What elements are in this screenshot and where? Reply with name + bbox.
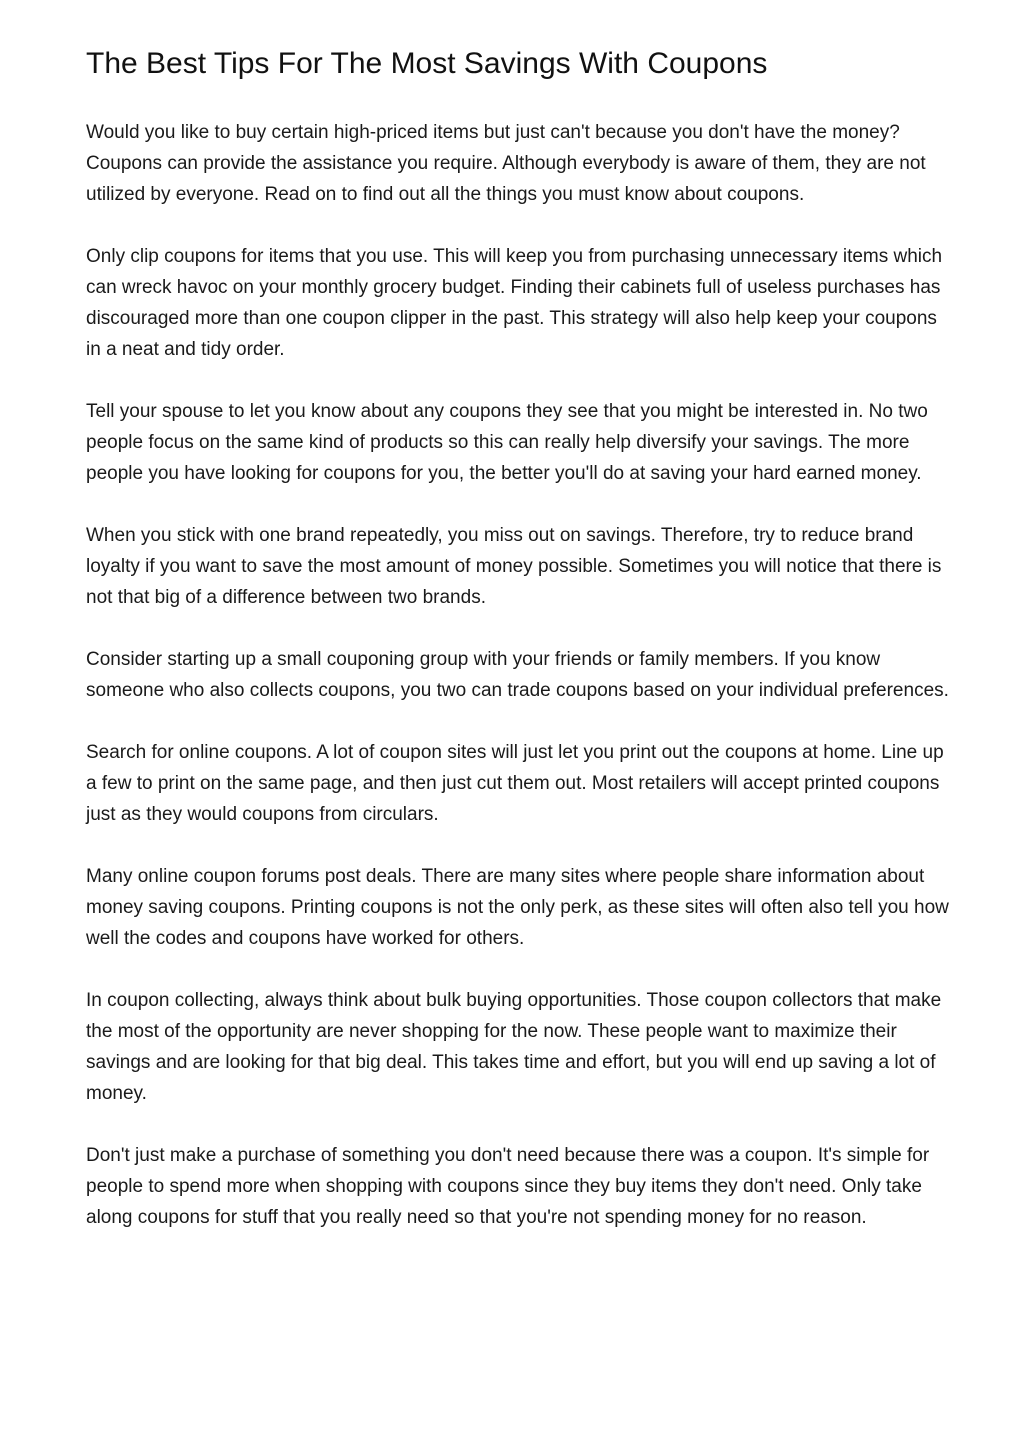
paragraph: When you stick with one brand repeatedly, you miss out on savings. Therefore, try to reduce brand loyalty if you want to save the most amount of money possible. Sometimes you will notice that there is not that big of a difference between two brands. <box>86 525 942 608</box>
paragraph: Many online coupon forums post deals. There are many sites where people share information about money saving coupons. Printing coupons is not the only perk, as these sites will often also tell you how well the codes and coupons have worked for others. <box>86 866 949 949</box>
paragraph: In coupon collecting, always think about bulk buying opportunities. Those coupon collectors that make the most of the opportunity are never shopping for the now. These people want to maximize their savings and are looking for that big deal. This takes time and effort, but you will end up saving a lot of money. <box>86 990 942 1104</box>
paragraph: Would you like to buy certain high-priced items but just can't because you don't have the money? Coupons can provide the assistance you require. Although everybody is aware of them, they are not utilized by everyone. Read on to find out all the things you must know about coupons. <box>86 122 926 205</box>
paragraph: Search for online coupons. A lot of coupon sites will just let you print out the coupons at home. Line up a few to print on the same page, and then just cut them out. Most retailers will accept printed coupons just as they would coupons from circulars. <box>86 742 944 825</box>
paragraph: Consider starting up a small couponing group with your friends or family members. If you know someone who also collects coupons, you two can trade coupons based on your individual preferences. <box>86 649 949 701</box>
paragraph: Only clip coupons for items that you use. This will keep you from purchasing unnecessary items which can wreck havoc on your monthly grocery budget. Finding their cabinets full of useless purchases has discouraged more than one coupon clipper in the past. This strategy will also help keep your coupons in a neat and tidy order. <box>86 246 943 360</box>
document-page <box>86 44 956 1264</box>
paragraph: Don't just make a purchase of something you don't need because there was a coupon. It's simple for people to spend more when shopping with coupons since they buy items they don't need. Only take along coupons for stuff that you really need so that you're not spending money for no reason. <box>86 1145 930 1228</box>
paragraph: Tell your spouse to let you know about any coupons they see that you might be interested in. No two people focus on the same kind of products so this can really help diversify your savings. The more people you have looking for coupons for you, the better you'll do at saving your hard earned money. <box>86 401 928 484</box>
document-title: The Best Tips For The Most Savings With Coupons <box>86 47 768 80</box>
